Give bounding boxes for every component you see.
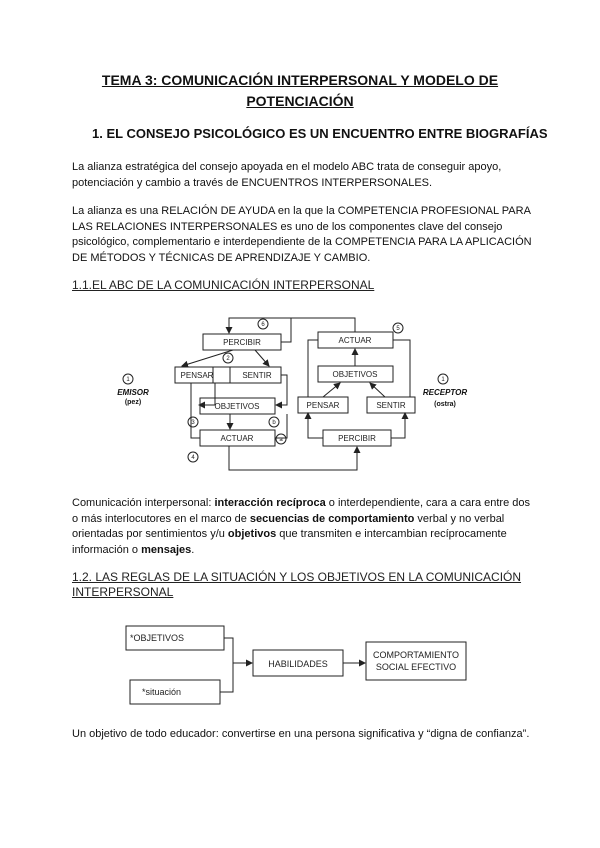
left-actuar-label: ACTUAR <box>220 434 254 443</box>
abc-communication-diagram <box>105 312 495 477</box>
situacion-label: *situación <box>142 687 182 697</box>
comportamiento-label-line1: COMPORTAMIENTO <box>372 650 460 660</box>
habilidades-label: HABILIDADES <box>268 659 328 669</box>
left-sentir-label: SENTIR <box>242 371 272 380</box>
circle-number-6: 6 <box>261 322 265 328</box>
circle-letter-a: a <box>279 437 283 443</box>
circle-number-5: 5 <box>396 326 400 332</box>
section-1-2-heading: 1.2. LAS REGLAS DE LA SITUACIÓN Y LOS OBJETIVOS EN LA COMUNICACIÓN INTERPERSONAL <box>72 570 522 599</box>
right-sentir-label: SENTIR <box>376 401 406 410</box>
bold-term-secuencias: secuencias de comportamiento <box>249 512 415 525</box>
section-1-heading: 1. EL CONSEJO PSICOLÓGICO ES UN ENCUENTRO ENTRE BIOGRAFÍAS <box>92 126 548 141</box>
circle-number-3: 3 <box>191 420 195 426</box>
skills-diagram <box>118 620 478 710</box>
educator-objective-paragraph: Un objetivo de todo educador: convertirse en una persona significativa y “digna de confianza”. <box>72 728 530 740</box>
circle-letter-b: b <box>272 420 276 426</box>
objetivos-label: *OBJETIVOS <box>130 633 185 643</box>
left-objetivos-label: OBJETIVOS <box>214 402 260 411</box>
emisor-circle-number: 1 <box>126 377 130 383</box>
emisor-sublabel: (pez) <box>124 399 142 406</box>
section-1-1-heading: 1.1.EL ABC DE LA COMUNICACIÓN INTERPERSONAL <box>72 278 375 292</box>
right-actuar-label: ACTUAR <box>338 336 372 345</box>
comportamiento-box <box>366 642 466 680</box>
left-pensar-label: PENSAR <box>180 371 214 380</box>
section-1-paragraph-1: La alianza estratégica del consejo apoyada en el modelo ABC trata de conseguir apoyo, potenciación y cambio a través de ENCUENTROS INTERPERSONALES. <box>72 161 502 189</box>
bold-term-objetivos: objetivos <box>227 528 277 540</box>
section-1-paragraph-2: La alianza es una RELACIÓN DE AYUDA en la que la COMPETENCIA PROFESIONAL PARA LAS RELACIONES INTERPERSONALES es uno de los componentes clave del consejo psicológico, complementario e interdependiente de la COMPETENCIA PARA LA APLICACIÓN DE MÉTODOS Y TÉCNICAS DE APRENDIZAJE Y CAMBIO. <box>72 205 532 264</box>
receptor-sublabel: (ostra) <box>434 401 456 408</box>
receptor-label: RECEPTOR <box>422 388 468 397</box>
bold-term-mensajes: mensajes <box>141 543 192 556</box>
comportamiento-label-line2: SOCIAL EFECTIVO <box>375 662 457 672</box>
page-title: TEMA 3: COMUNICACIÓN INTERPERSONAL Y MODELO DE POTENCIACIÓN <box>101 72 499 109</box>
left-percibir-label: PERCIBIR <box>223 338 261 347</box>
interpersonal-communication-definition: Comunicación interpersonal: interacción recíproca o interdependiente, cara a cara entre dos o más interlocutores en el marco de secuencias de comportamiento verbal y no verbal orientadas por sentimientos y/u objetivos que transmiten e intercambian recíprocamente información o mensajes. <box>72 497 530 556</box>
bold-term-interaccion: interacción recíproca <box>214 497 326 509</box>
right-pensar-label: PENSAR <box>306 401 340 410</box>
circle-number-2: 2 <box>226 356 230 362</box>
circle-number-4: 4 <box>191 455 195 461</box>
right-percibir-label: PERCIBIR <box>338 434 376 443</box>
emisor-label: EMISOR <box>117 388 149 397</box>
receptor-circle-number: 1 <box>441 377 445 383</box>
right-objetivos-label: OBJETIVOS <box>332 370 378 379</box>
